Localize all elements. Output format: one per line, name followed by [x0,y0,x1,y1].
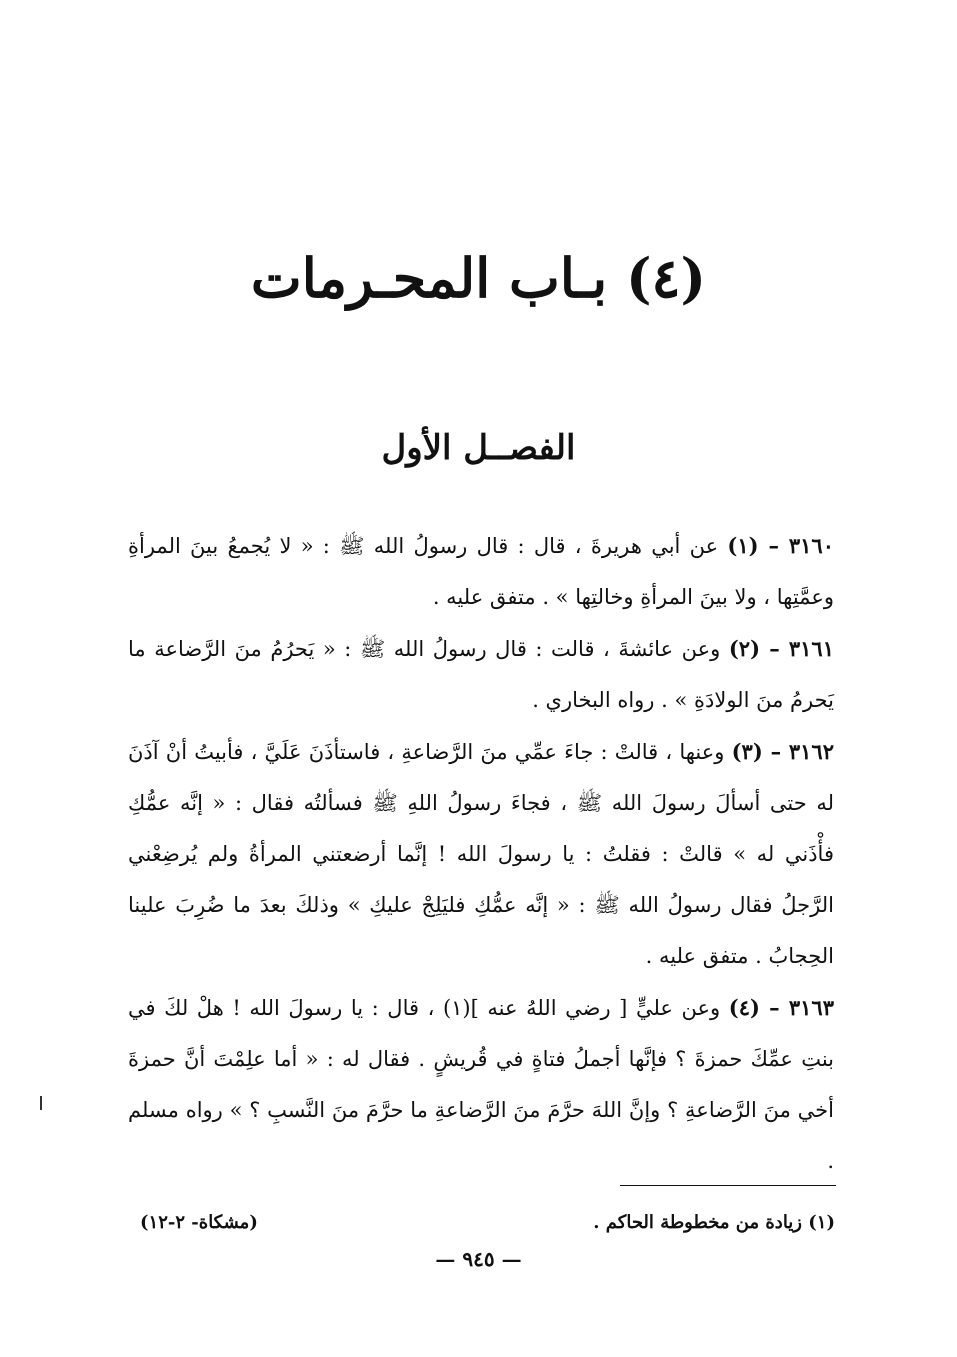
hadith-3160 [128,520,834,623]
hadith-number: ٣١٦٠ – (١) [727,533,834,558]
hadith-3162 [128,726,834,982]
hadith-3163 [128,982,834,1187]
hadith-3161 [128,623,834,726]
margin-mark [40,1096,42,1110]
hadith-text: وعنها ، قالتْ : جاءَ عمِّي منَ الرَّضاعةِ ، فاستأذَنَ عَلَيَّ ، فأبيتُ أنْ آذَنَ له حتى أسألَ رسولَ الله ﷺ ، فجاءَ رسولُ اللهِ ﷺ فسألتُه فقال : « إنَّه عمُّكِ فأْذَني له » قالتْ : فقلتُ : يا رسولَ الله ! إنَّما أرضعتني المرأةُ ولم يُرضِعْني الرَّجلُ فقال رسولُ الله ﷺ : « إنَّه عمُّكِ فليَلِجْ عليكِ » وذلكَ بعدَ ما ضُرِبَ علينا الحِجابُ . متفق عليه . [128,740,834,968]
footnote-divider [620,1185,836,1186]
reference-code: (مشكاة- ٢-١٢) [140,1212,258,1233]
footnote: (١) زيادة من مخطوطة الحاكم . [593,1212,835,1233]
section-title: الفصــل الأول [381,428,576,468]
chapter-title: (٤) بـاب المحـرمات [250,246,707,310]
hadith-number: ٣١٦٣ – (٤) [728,995,834,1020]
hadith-text: وعن عائشةَ ، قالت : قال رسولُ الله ﷺ : « يَحرُمُ منَ الرَّضاعة ما يَحرمُ منَ الولادَةِ » . رواه البخاري . [128,637,834,712]
hadith-number: ٣١٦٢ – (٣) [731,739,834,764]
hadith-list [128,520,834,1187]
page-number: — ٩٤٥ — [435,1247,522,1271]
hadith-text: عن أبي هريرةَ ، قال : قال رسولُ الله ﷺ : « لا يُجمعُ بينَ المرأةِ وعمَّتِها ، ولا بينَ المرأةِ وخالتِها » . متفق عليه . [128,534,834,609]
hadith-number: ٣١٦١ – (٢) [728,636,834,661]
hadith-text: وعن عليٍّ [ رضي اللهُ عنه ](١) ، قال : يا رسولَ الله ! هلْ لكَ في بنتِ عمِّكَ حمزةَ ؟ فإنَّها أجملُ فتاةٍ في قُريشٍ . فقال له : « أما علِمْتَ أنَّ حمزةَ أخي منَ الرَّضاعةِ ؟ وإنَّ اللهَ حرَّمَ منَ الرَّضاعةِ ما حرَّمَ منَ النَّسبِ ؟ » رواه مسلم . [128,996,834,1173]
